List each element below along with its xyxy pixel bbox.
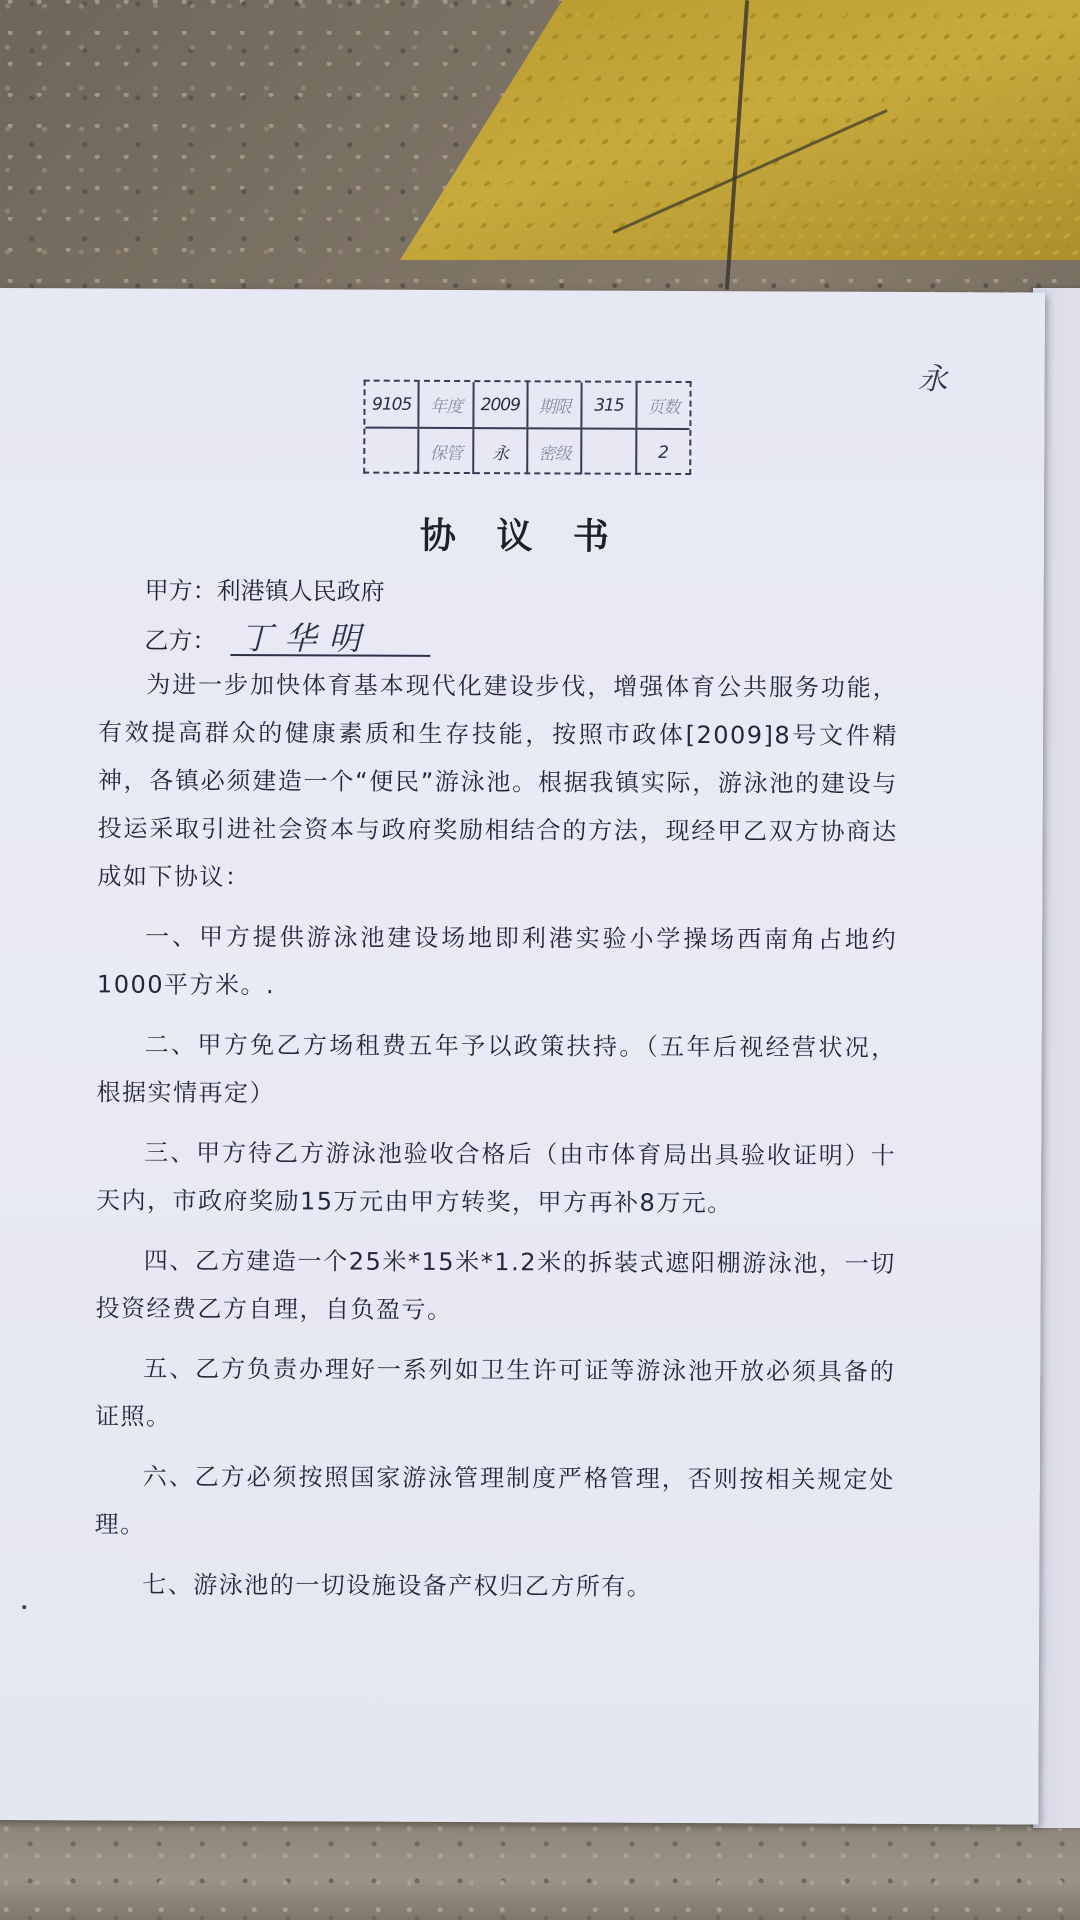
clause-4: 四、乙方建造一个25米*15米*1.2米的拆装式遮阳棚游泳池，一切投资经费乙方自理，自负盈亏。 (95, 1246, 896, 1324)
clause-2: 二、甲方免乙方场租费五年予以政策扶持。（五年后视经营状况，根据实情再定） (96, 1030, 897, 1108)
clause-5: 五、乙方负责办理好一系列如卫生许可证等游泳池开放必须具备的证照。 (95, 1354, 896, 1431)
stray-dot (22, 1605, 26, 1609)
clause-1: 一、甲方提供游泳池建设场地即利港实验小学操场西南角占地约1000平方米。. (96, 922, 898, 1000)
stamp-cell: 永 (472, 429, 527, 474)
clause-3: 三、甲方待乙方游泳池验收合格后（由市体育局出具验收证明）十天内，市政府奖励15万元由甲方转奖，甲方再补8万元。 (95, 1138, 897, 1218)
stamp-row-2 (365, 427, 689, 475)
clause-7: 七、游泳池的一切设施设备产权归乙方所有。 (142, 1570, 653, 1601)
document-title: 协 议 书 (419, 514, 624, 558)
stamp-cell: 2009 (472, 382, 527, 427)
party-b-label: 乙方： (144, 626, 217, 655)
stamp-cell (365, 429, 418, 474)
party-b-signature: 丁华明 (230, 622, 430, 657)
intro-paragraph: 为进一步加快体育基本现代化建设步伐，增强体育公共服务功能，有效提高群众的健康素质和生存技能，按照市政体[2009]8号文件精神，各镇必须建造一个“便民”游泳池。根据我镇实际，游泳池的建设与投运采取引进社会资本与政府奖励相结合的方法，现经甲乙双方协商达成如下协议： (97, 670, 899, 892)
stamp-cell: 315 (581, 383, 636, 428)
pavement-background (0, 0, 1080, 300)
agreement-document (0, 288, 1045, 1825)
handwritten-corner-note: 永 (917, 362, 948, 398)
party-b (144, 621, 430, 657)
stamp-cell: 页数 (635, 383, 690, 428)
agreement-body (94, 660, 898, 1611)
clause-6: 六、乙方必须按照国家游泳管理制度严格管理，否则按相关规定处理。 (94, 1462, 895, 1539)
party-a: 甲方：利港镇人民政府 (144, 576, 385, 606)
pavement-bottom (0, 1818, 1080, 1920)
stamp-row-1 (365, 382, 689, 428)
stamp-cell: 保管 (418, 429, 473, 474)
stamp-cell (581, 430, 636, 475)
stamp-cell: 9105 (371, 394, 412, 415)
archive-stamp (363, 380, 691, 475)
stamp-cell: 期限 (526, 382, 581, 427)
stamp-cell: 密级 (526, 429, 581, 474)
stamp-cell: 2 (635, 430, 690, 475)
stamp-cell: 年度 (418, 382, 473, 427)
